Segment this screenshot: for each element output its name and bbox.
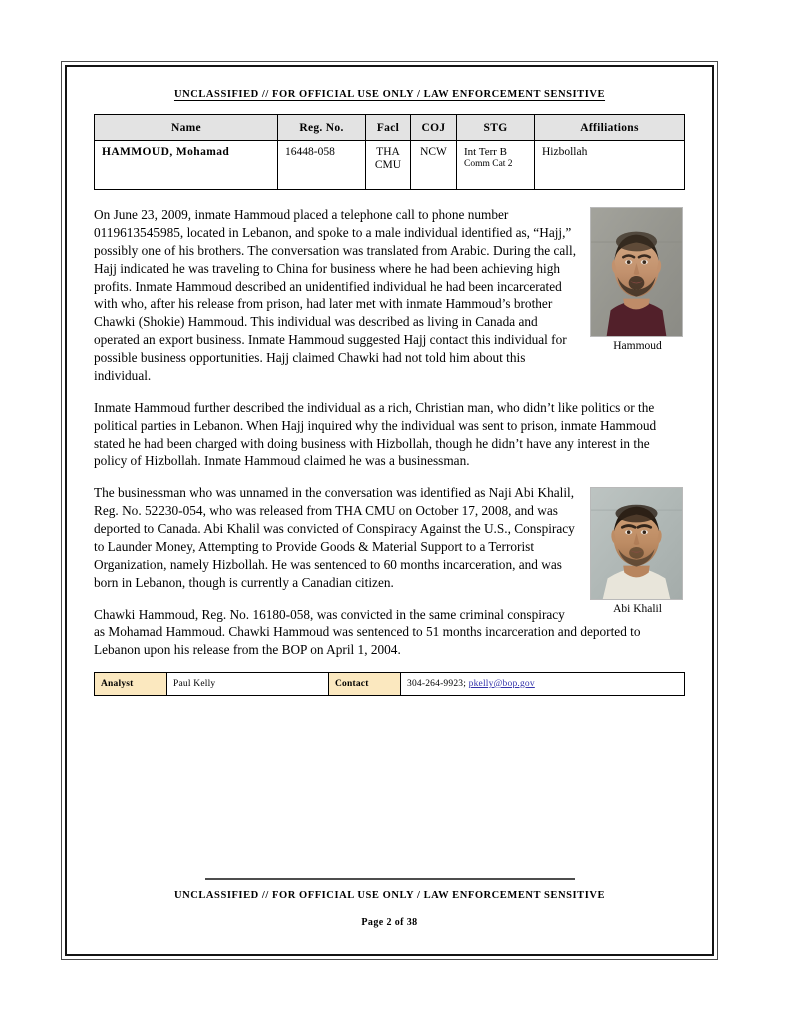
column-header-coj: COJ [411,115,457,141]
photo-hammoud [590,207,683,337]
analyst-contact-row [95,673,685,696]
paragraph-4: Chawki Hammoud, Reg. No. 16180-058, was convicted in the same criminal conspiracy as Mohamad Hammoud. Chawki Hammoud was sentenced to 51 months incarceration and deported to Lebanon upon his release from the BOP on April 1, 2004. [94,606,641,658]
subject-information-table [94,114,685,190]
paragraph-3: The businessman who was unnamed in the conversation was identified as Naji Abi Khalil, Reg. No. 52230-054, who was released from THA CMU on October 17, 2008, and was deported to Canada. Abi Khalil was convicted of Conspiracy Against the U.S., Conspiracy to Launder Money, Attempting to Provide Goods & Material Support to a Terrorist Organization, namely Hizbollah. He was sentenced to 60 months incarceration, and was born in Lebanon, though is currently a Canadian citizen. [94,485,575,590]
document-body [94,206,685,696]
column-header-name: Name [95,115,278,141]
photo-hammoud-image [591,208,682,336]
page-inner-border [65,65,714,956]
cell-facl-line-2: CMU [374,159,402,172]
column-header-stg: STG [457,115,535,141]
photo-block-abi-khalil [590,487,685,617]
paragraph-2: Inmate Hammoud further described the individual as a rich, Christian man, who didn’t like politics or the political parties in Lebanon. When Hajj inquired why the individual was sent to prison, inmate Hammoud stated he had been charged with doing business with Hizbollah, though he didn’t have any interest in the policy of Hizbollah. Inmate Hammoud claimed he was a businessman. [94,399,657,469]
contact-phone: 304-264-9923; [407,678,469,689]
column-header-reg-no: Reg. No. [278,115,366,141]
cell-stg-primary: Int Terr B [464,146,508,158]
cell-stg-secondary: Comm Cat 2 [464,158,513,169]
photo-caption-hammoud: Hammoud [613,340,662,352]
analyst-contact-table [94,672,685,696]
photo-abi-khalil-image [591,488,682,599]
cell-stg [457,141,535,190]
footer-divider-rule [205,878,575,880]
paragraph-1: On June 23, 2009, inmate Hammoud placed a telephone call to phone number 0119613545985, located in Lebanon, and spoke to a male individual identified as, “Hajj,” possibly one of his brothers. The conversation was translated from Arabic. During the call, Hajj indicated he was traveling to China for business where he had been achieving high profits. Inmate Hammoud described an unidentified individual he had been incarcerated with who, after his release from prison, had later met with inmate Hammoud’s brother Chawki (Shokie) Hammoud. This individual was described as living in Canada and operated an export business. Inmate Hammoud suggested Hajj contact this individual for possible business opportunities. Hajj claimed Chawki had not told him about this individual. [94,207,577,383]
page-content [67,67,712,954]
cell-coj: NCW [411,141,457,190]
cell-facl [366,141,411,190]
analyst-label: Analyst [95,673,167,696]
cell-reg-no: 16448-058 [278,141,366,190]
table-row [95,141,685,190]
page-outer-border [61,61,718,960]
contact-email-link[interactable]: pkelly@bop.gov [468,678,535,689]
table-header-row [95,115,685,141]
page-number: Page 2 of 38 [361,917,418,928]
contact-value [401,673,685,696]
cell-facl-line-1: THA [376,146,400,158]
column-header-facl: Facl [366,115,411,141]
analyst-value: Paul Kelly [167,673,329,696]
photo-block-hammoud [590,207,685,354]
photo-caption-abi-khalil: Abi Khalil [613,603,662,616]
column-header-affiliations: Affiliations [535,115,685,141]
page-footer [67,878,712,928]
footer-classification-banner: UNCLASSIFIED // FOR OFFICIAL USE ONLY / LAW ENFORCEMENT SENSITIVE [173,890,606,901]
contact-label: Contact [329,673,401,696]
photo-abi-khalil [590,487,683,600]
cell-subject-name: HAMMOUD, Mohamad [95,141,278,190]
header-classification-banner: UNCLASSIFIED // FOR OFFICIAL USE ONLY / LAW ENFORCEMENT SENSITIVE [173,89,606,100]
cell-affiliations: Hizbollah [535,141,685,190]
